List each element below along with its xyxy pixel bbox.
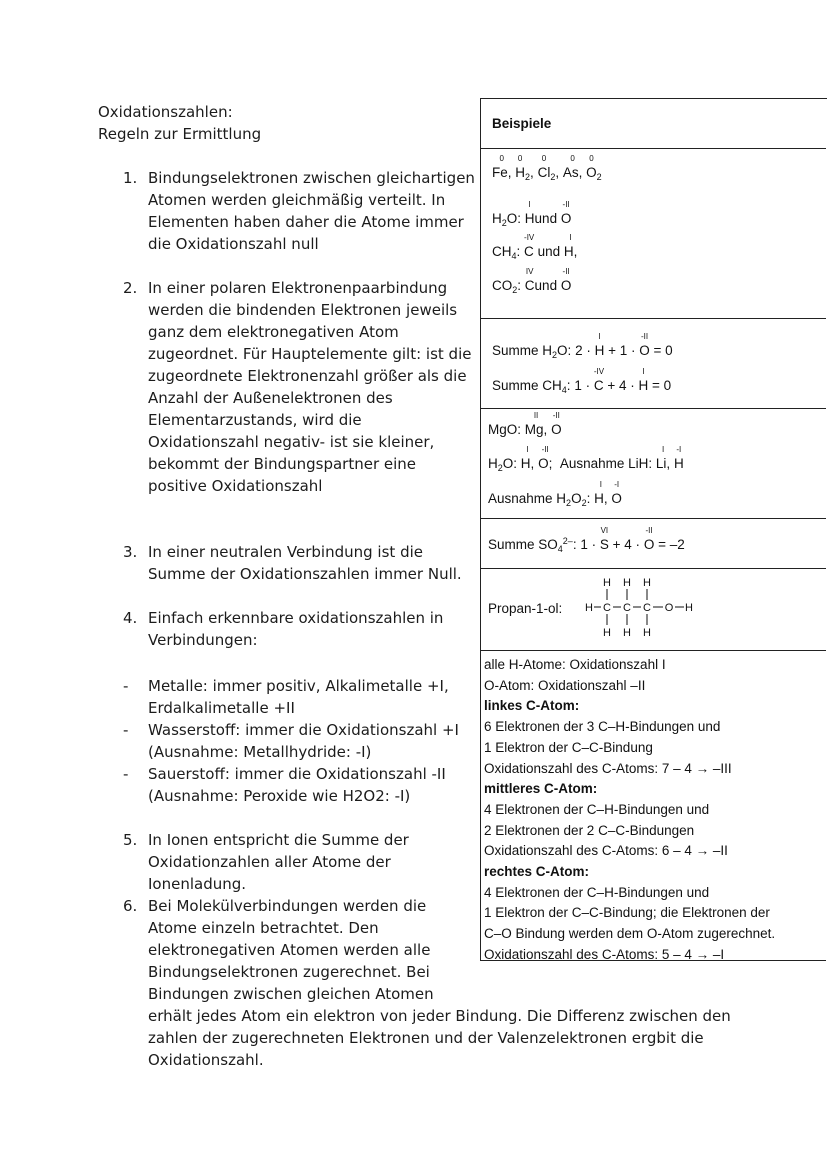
rule-line: elektronegativen Atomen werden alle	[148, 941, 431, 959]
bullet-line: (Ausnahme: Metallhydride: -I)	[148, 743, 372, 761]
atom-c: C	[603, 602, 611, 614]
divider	[480, 318, 826, 319]
atom-h: H	[623, 577, 631, 589]
rule-line: die Oxidationszahl null	[148, 235, 319, 253]
h2o2-example: Ausnahme $H_2O_2$: I H, -I O	[488, 480, 622, 508]
propanol-label: Propan-1-ol:	[488, 601, 563, 616]
rule-line: zahlen der zugerechneten Elektronen und der Valenzelektronen ergbit die	[148, 1029, 704, 1047]
atom-h: H	[603, 577, 611, 589]
rule-line: In einer neutralen Verbindung ist die	[148, 543, 423, 561]
rule-line: Elementarzustands, wird die	[148, 411, 362, 429]
analysis-line: 4 Elektronen der C–H-Bindungen und	[484, 801, 710, 817]
analysis-line: C–O Bindung werden dem O-Atom zugerechnet.	[484, 926, 776, 942]
atom-h: H	[643, 627, 651, 638]
analysis-line: Oxidationszahl des C-Atoms: 6 – 4 → –II	[484, 843, 728, 859]
analysis-line: 4 Elektronen der C–H-Bindungen und	[484, 884, 710, 900]
rule-line: Anzahl der Außenelektronen des	[148, 389, 393, 407]
divider	[480, 408, 826, 409]
analysis-line: Oxidationszahl des C-Atoms: 7 – 4 → –III	[484, 760, 732, 776]
analysis-line: 1 Elektron der C–C-Bindung; die Elektronen der	[484, 905, 770, 921]
atom-o: O	[664, 602, 674, 614]
analysis-heading: mittleres C-Atom:	[484, 781, 598, 797]
atom-h: H	[603, 627, 611, 638]
rule-number: 6.	[123, 897, 138, 915]
element-fe: 0 Fe,	[492, 154, 512, 180]
rule-line: In einer polaren Elektronenpaarbindung	[148, 279, 448, 297]
bullet-line: Metalle: immer positiv, Alkalimetalle +I,	[148, 677, 449, 695]
sum-h2o: Summe $H_2O$: 2 · I H + 1 · -II O = 0	[492, 332, 673, 360]
rule-line: bekommt der Bindungspartner eine	[148, 455, 417, 473]
rule-line: Oxidationzahlen aller Atome der	[148, 853, 391, 871]
rule-number: 1.	[123, 169, 138, 187]
analysis-line: 6 Elektronen der 3 C–H-Bindungen und	[484, 719, 721, 735]
bullet-line: (Ausnahme: Peroxide wie H2O2: -I)	[148, 787, 411, 805]
analysis-line: alle H-Atome: Oxidationszahl I	[484, 657, 666, 672]
sum-so4: Summe $SO_4^{2-}$: 1 · VI S + 4 · -II O = –2	[488, 526, 685, 554]
page-title: Oxidationszahlen:	[98, 103, 233, 121]
rule-line: Atomen werden gleichmäßig verteilt. In	[148, 191, 446, 209]
analysis-heading: linkes C-Atom:	[484, 698, 580, 714]
analysis-line: O-Atom: Oxidationszahl –II	[484, 677, 646, 693]
rule-number: 5.	[123, 831, 138, 849]
rule-line: In Ionen entspricht die Summe der	[148, 831, 409, 849]
bullet-line: Sauerstoff: immer die Oxidationszahl -II	[148, 765, 446, 783]
rule-line: erhält jedes Atom ein elektron von jeder Bindung. Die Differenz zwischen den	[148, 1007, 731, 1025]
rule-line: ganz dem elektronegativen Atom	[148, 323, 399, 341]
h2o-example: $H_2O$: I Hund -II O	[492, 200, 572, 228]
rule-line: Elementen haben daher die Atome immer	[148, 213, 464, 231]
divider	[480, 518, 826, 519]
bullet-line: Wasserstoff: immer die Oxidationszahl +I	[148, 721, 459, 739]
rule-number: 2.	[123, 279, 138, 297]
atom-h: H	[643, 577, 651, 589]
element-h2: 0 H	[515, 154, 526, 180]
divider	[480, 148, 826, 149]
bullet-line: Erdalkalimetalle +II	[148, 699, 295, 717]
analysis-heading: rechtes C-Atom:	[484, 864, 590, 879]
rule-line: Bei Molekülverbindungen werden die	[148, 897, 427, 915]
ch4-example: $CH_4$: -IV C und I H,	[492, 233, 578, 261]
analysis-line: 2 Elektronen der 2 C–C-Bindungen	[484, 822, 695, 838]
page-subtitle: Regeln zur Ermittlung	[98, 125, 262, 143]
atom-h: H	[623, 627, 631, 638]
divider	[480, 568, 826, 569]
rule-line: Summe der Oxidationszahlen immer Null.	[148, 565, 462, 583]
rule-line: Bindungselektronen zugerechnet. Bei	[148, 963, 430, 981]
bullet-dash: -	[123, 765, 129, 783]
rule-line: Einfach erkennbare oxidationszahlen in	[148, 609, 444, 627]
rule-line: zugeordnet. Für Hauptelemente gilt: ist die	[148, 345, 472, 363]
sum-ch4: Summe $CH_4$: 1 · -IV C + 4 · I H = 0	[492, 367, 672, 395]
rule-line: Atome einzeln betrachtet. Den	[148, 919, 379, 937]
rule-line: positive Oxidationszahl	[148, 477, 323, 495]
mgo-example: MgO: II Mg, -II O	[488, 411, 562, 437]
rule-line: Bindungen zwischen gleichen Atomen	[148, 985, 434, 1003]
rule-number: 4.	[123, 609, 138, 627]
rule-line: Oxidationszahl.	[148, 1051, 264, 1069]
element-as: 0 As,	[562, 154, 583, 180]
element-o2: 0 O	[586, 154, 597, 180]
rule-line: werden die bindenden Elektronen jeweils	[148, 301, 458, 319]
analysis-line: Oxidationszahl des C-Atoms: 5 – 4 → –I	[484, 946, 725, 962]
atom-c: C	[623, 602, 631, 614]
h2o-lih-example: $H_2O$: I H, -II O; Ausnahme LiH: I Li, -I H	[488, 445, 684, 473]
divider	[480, 650, 826, 651]
element-cl2: 0 Cl	[537, 154, 551, 180]
rule-line: Oxidationszahl negativ- ist sie kleiner,	[148, 433, 435, 451]
elements-example: 0 Fe, 0 $H_2$, 0 $Cl_2$, 0 As, 0 $O_2$	[492, 154, 602, 182]
co2-example: $CO_2$: IV Cund -II O	[492, 267, 572, 295]
rule-line: Ionenladung.	[148, 875, 247, 893]
examples-heading: Beispiele	[492, 116, 552, 131]
rule-line: zugeordnete Elektronenzahl größer als die	[148, 367, 467, 385]
rule-number: 3.	[123, 543, 138, 561]
atom-h: H	[585, 602, 593, 614]
rule-line: Bindungselektronen zwischen gleichartigen	[148, 169, 475, 187]
analysis-line: 1 Elektron der C–C-Bindung	[484, 739, 653, 755]
bullet-dash: -	[123, 721, 129, 739]
atom-c: C	[643, 602, 651, 614]
rule-line: Verbindungen:	[148, 631, 258, 649]
propanol-structure	[585, 576, 695, 638]
bullet-dash: -	[123, 677, 129, 695]
atom-h: H	[685, 602, 693, 614]
